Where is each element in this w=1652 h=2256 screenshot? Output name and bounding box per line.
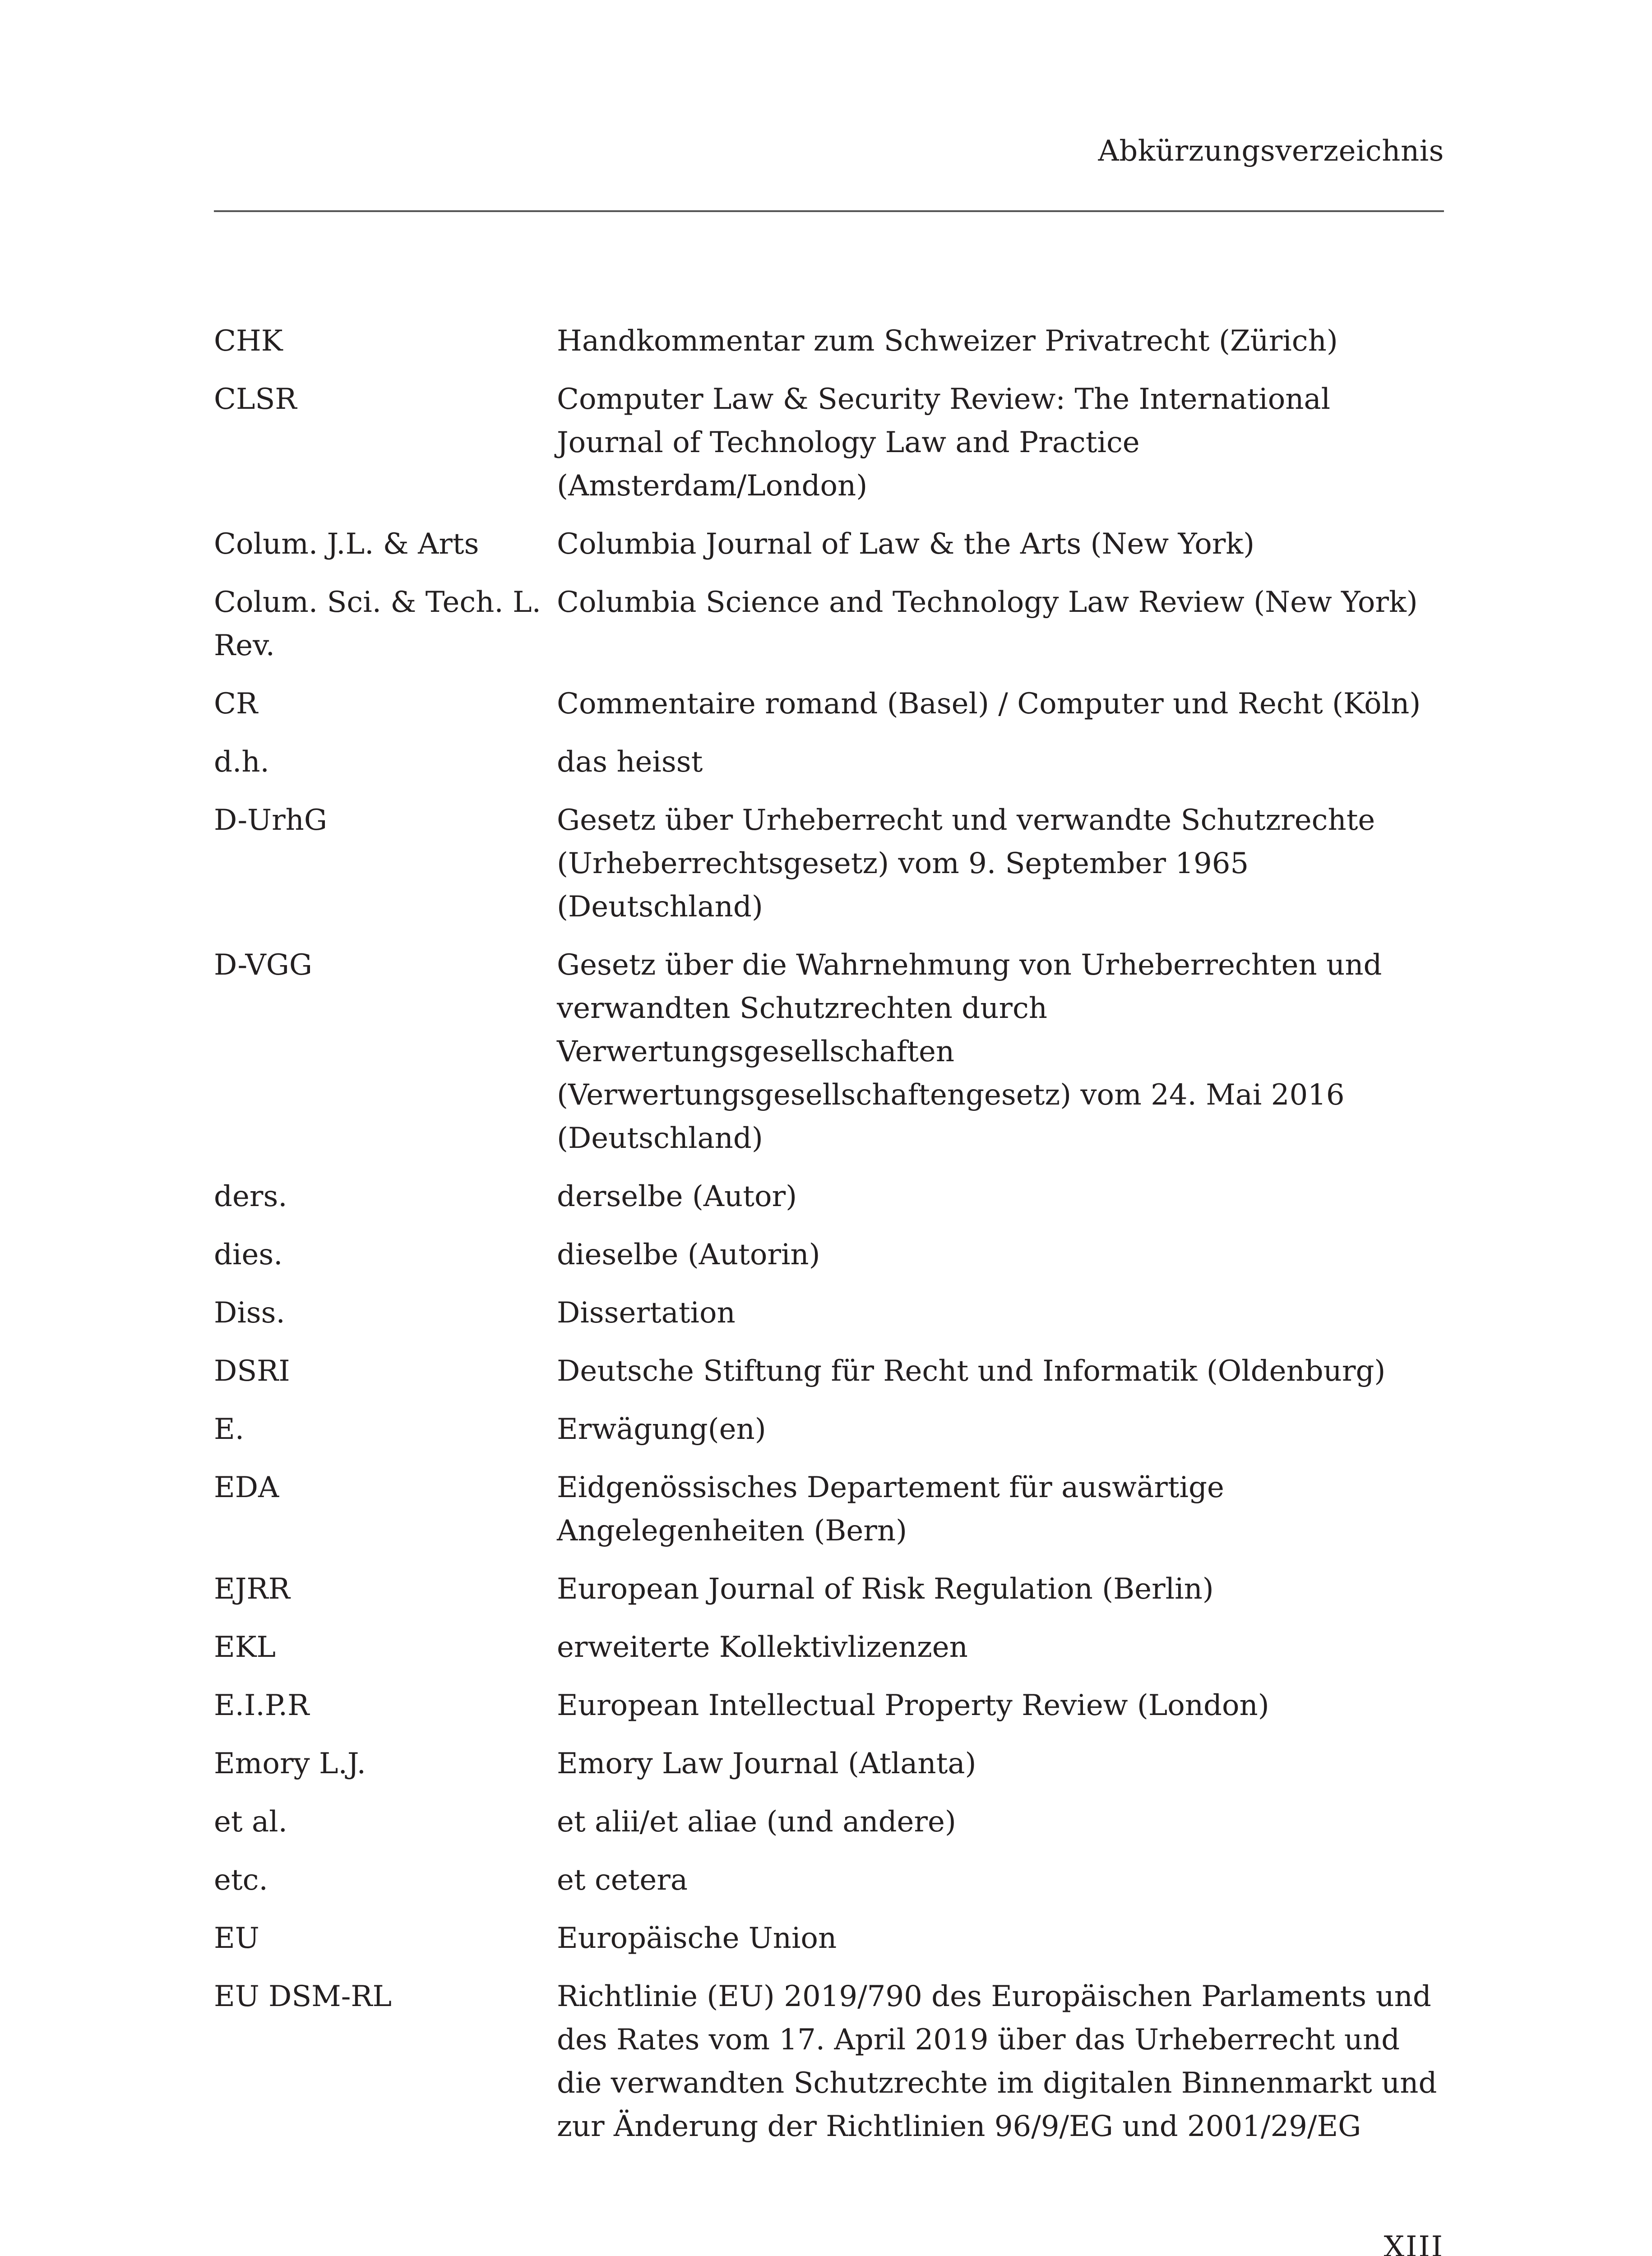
abbreviation-definition: Erwägung(en): [557, 1413, 766, 1446]
abbreviation-term: et al.: [214, 1805, 287, 1839]
abbreviation-entry: [214, 1742, 1444, 1785]
abbreviation-entry: [214, 1975, 1444, 2148]
abbreviation-entry: [214, 1408, 1444, 1451]
abbreviation-term: EKL: [214, 1631, 276, 1664]
abbreviation-term: EU: [214, 1922, 259, 1955]
abbreviation-term: Colum. Sci. & Tech. L. Rev.: [214, 586, 541, 662]
abbreviation-definition: Deutsche Stiftung für Recht und Informatik (Oldenburg): [557, 1355, 1386, 1388]
abbreviation-definition: et alii/et aliae (und andere): [557, 1805, 956, 1839]
abbreviation-definition: Dissertation: [557, 1296, 736, 1330]
abbreviation-definition: Europäische Union: [557, 1922, 837, 1955]
abbreviation-definition: Handkommentar zum Schweizer Privatrecht (Zürich): [557, 324, 1338, 358]
abbreviation-term: Diss.: [214, 1296, 285, 1330]
abbreviation-entry: [214, 682, 1444, 726]
abbreviation-definition: Eidgenössisches Departement für auswärtige Angelegenheiten (Bern): [557, 1471, 1224, 1548]
abbreviation-definition: das heisst: [557, 745, 703, 779]
abbreviation-term: d.h.: [214, 745, 269, 779]
abbreviation-term: ders.: [214, 1180, 287, 1213]
abbreviation-term: CLSR: [214, 383, 297, 416]
abbreviation-definition: European Intellectual Property Review (London): [557, 1689, 1269, 1722]
abbreviation-term: D-UrhG: [214, 804, 327, 837]
abbreviation-entry: [214, 378, 1444, 508]
abbreviation-entry: [214, 1466, 1444, 1553]
abbreviation-term: D-VGG: [214, 948, 312, 982]
abbreviation-entry: [214, 1350, 1444, 1393]
abbreviation-entry: [214, 1567, 1444, 1611]
abbreviation-term: CHK: [214, 324, 283, 358]
header-divider: [214, 210, 1444, 212]
running-header: Abkürzungsverzeichnis: [1098, 134, 1444, 168]
abbreviation-term: EJRR: [214, 1572, 290, 1606]
abbreviation-entry: [214, 799, 1444, 929]
abbreviation-term: E.: [214, 1413, 245, 1446]
abbreviation-term: CR: [214, 687, 258, 721]
abbreviation-term: E.I.P.R: [214, 1689, 310, 1722]
abbreviation-entry: [214, 943, 1444, 1160]
abbreviation-entry: [214, 1858, 1444, 1902]
abbreviation-definition: Commentaire romand (Basel) / Computer und Recht (Köln): [557, 687, 1421, 721]
abbreviation-term: Emory L.J.: [214, 1747, 366, 1780]
abbreviation-definition: Columbia Science and Technology Law Review (New York): [557, 586, 1418, 619]
abbreviation-entry: [214, 1917, 1444, 1960]
abbreviation-definition: Columbia Journal of Law & the Arts (New York): [557, 527, 1255, 561]
abbreviation-entry: [214, 1233, 1444, 1276]
abbreviation-term: EU DSM-RL: [214, 1980, 392, 2013]
abbreviation-definition: Computer Law & Security Review: The International Journal of Technology Law and Practice (Amsterdam/London): [557, 383, 1331, 503]
abbreviation-term: Colum. J.L. & Arts: [214, 527, 479, 561]
abbreviation-definition: derselbe (Autor): [557, 1180, 797, 1213]
abbreviation-term: dies.: [214, 1238, 283, 1271]
abbreviation-definition: erweiterte Kollektivlizenzen: [557, 1631, 968, 1664]
abbreviation-entry: [214, 1291, 1444, 1335]
abbreviation-entry: [214, 740, 1444, 784]
abbreviation-term: etc.: [214, 1863, 268, 1897]
abbreviation-entry: [214, 581, 1444, 667]
abbreviation-definition: Emory Law Journal (Atlanta): [557, 1747, 976, 1780]
abbreviation-definition: et cetera: [557, 1863, 688, 1897]
abbreviation-entry: [214, 1626, 1444, 1669]
abbreviation-term: DSRI: [214, 1355, 290, 1388]
abbreviation-definition: Gesetz über die Wahrnehmung von Urheberrechten und verwandten Schutzrechten durch Verwertungsgesellschaften (Verwertungsgesellschaftengesetz) vom 24. Mai 2016 (Deutschland): [557, 948, 1382, 1155]
abbreviation-entry: [214, 1175, 1444, 1218]
abbreviation-term: EDA: [214, 1471, 279, 1504]
abbreviation-entry: [214, 522, 1444, 566]
abbreviation-definition: Richtlinie (EU) 2019/790 des Europäischen Parlaments und des Rates vom 17. April 2019 über das Urheberrecht und die verwandten Schutzrechte im digitalen Binnenmarkt und zur Änderung der Richtlinien 96/9/EG und 2001/29/EG: [557, 1980, 1437, 2143]
abbreviation-definition: European Journal of Risk Regulation (Berlin): [557, 1572, 1214, 1606]
abbreviation-definition: Gesetz über Urheberrecht und verwandte Schutzrechte (Urheberrechtsgesetz) vom 9. September 1965 (Deutschland): [557, 804, 1375, 924]
abbreviation-entry: [214, 1800, 1444, 1844]
abbreviation-definition: dieselbe (Autorin): [557, 1238, 820, 1271]
page-number: XIII: [1384, 2230, 1444, 2256]
abbreviation-entry: [214, 319, 1444, 363]
abbreviation-list: [214, 319, 1444, 2163]
abbreviation-entry: [214, 1684, 1444, 1727]
